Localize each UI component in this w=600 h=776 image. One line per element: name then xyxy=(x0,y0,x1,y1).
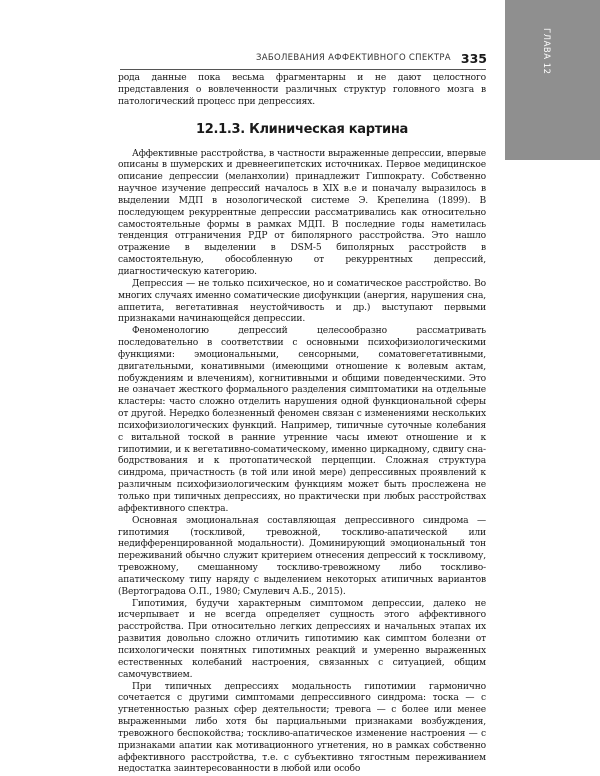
paragraph: Основная эмоциональная составляющая депрессивного синдрома — гипотимия (тоскливой, тревожной, тоскливо-апатической или недифференцированной модальности). Доминирующий эмоциональный тон переживаний обычно служит критерием отнесения депрессий к тоскливому, тревожному, смешанному тоскливо-тревожному либо тоскливо-апатическому типу наряду с выделением некоторых атипичных вариантов (Вертоградова О.П., 1980; Смулевич А.Б., 2015). xyxy=(118,516,486,599)
chapter-side-tab xyxy=(505,0,600,160)
body-text xyxy=(118,73,486,776)
paragraph: Гипотимия, будучи характерным симптомом депрессии, далеко не исчерпывает и не всегда определяет сущность этого аффективного расстройства. При относительно легких депрессиях и начальных этапах их развития довольно сложно отличить гипотимию как симптом болезни от психологически понятных гипотимных реакций и умеренно выраженных естественных колебаний настроения, связанных с ситуацией, общим самочувствием. xyxy=(118,599,486,682)
paragraph: Аффективные расстройства, в частности выраженные депрессии, впервые описаны в шумерских и древнеегипетских источниках. Первое медицинское описание депрессии (меланхолии) принадлежит Гиппократу. Собственно научное изучение депрессий началось в XIX в.е и поначалу выразилось в выделении МДП в нозологической системе Э. Крепелина (1899). В последующем рекуррентные депрессии рассматривались как относительно самостоятельные формы в рамках МДП. В последние годы наметилась тенденция отграничения РДР от биполярного расстройства. Это нашло отражение в выделении в DSM-5 биполярных расстройств в самостоятельную, обособленную от рекуррентных депрессий, диагностическую категорию. xyxy=(118,149,486,279)
running-head-title: ЗАБОЛЕВАНИЯ АФФЕКТИВНОГО СПЕКТРА xyxy=(256,53,451,63)
header-rule xyxy=(120,69,486,70)
paragraph: При типичных депрессиях модальность гипотимии гармонично сочетается с другими симптомами депрессивного синдрома: тоска — с угнетенностью разных сфер деятельности; тревога — с более или менее выраженными либо хотя бы парциальными признаками возбуждения, тревожного беспокойства; тоскливо-апатическое изменение настроения — с признаками апатии как мотивационного угнетения, но в рамках собственно аффективного расстройства, т.е. с субъективно тягостным переживанием недостатка заинтересованности в любой или особо xyxy=(118,682,486,776)
paragraph: Феноменологию депрессий целесообразно рассматривать последовательно в соответствии с основными психофизиологическими функциями: эмоциональными, сенсорными, соматовегетативными, двигательными, конативными (имеющими отношение к волевым актам, побуждениям и влечениям), когнитивными и общими поведенческими. Это не означает жесткого формального разделения симптоматики на отдельные кластеры: часто сложно отделить нарушения одной функциональной сферы от другой. Нередко болезненный феномен связан с изменениями нескольких психофизиологических функций. Например, типичные суточные колебания с витальной тоской в ранние утренние часы имеют отношение и к гипотимии, и к вегетативно-соматическому, именно циркадному, сдвигу сна-бодрствования и к протопатической перцепции. Сложная структура синдрома, причастность (в той или иной мере) депрессивных проявлений к различным психофизиологическим функциям может быть прослежена не только при типичных депрессиях, но практически при любых расстройствах аффективного спектра. xyxy=(118,326,486,516)
running-head xyxy=(300,47,487,69)
paragraph-continued: рода данные пока весьма фрагментарны и не дают целостного представления о вовлеченности различных структур головного мозга в патологический процесс при депрессиях. xyxy=(118,73,486,109)
paragraph: Депрессия — не только психическое, но и соматическое расстройство. Во многих случаях именно соматические дисфункции (анергия, нарушения сна, аппетита, вегетативная неустойчивость и др.) выступают первыми признаками начинающейся депрессии. xyxy=(118,279,486,326)
chapter-label: ГЛАВА 12 xyxy=(535,28,551,75)
page-number: 335 xyxy=(461,51,487,66)
section-heading: 12.1.3. Клиническая картина xyxy=(118,122,486,138)
